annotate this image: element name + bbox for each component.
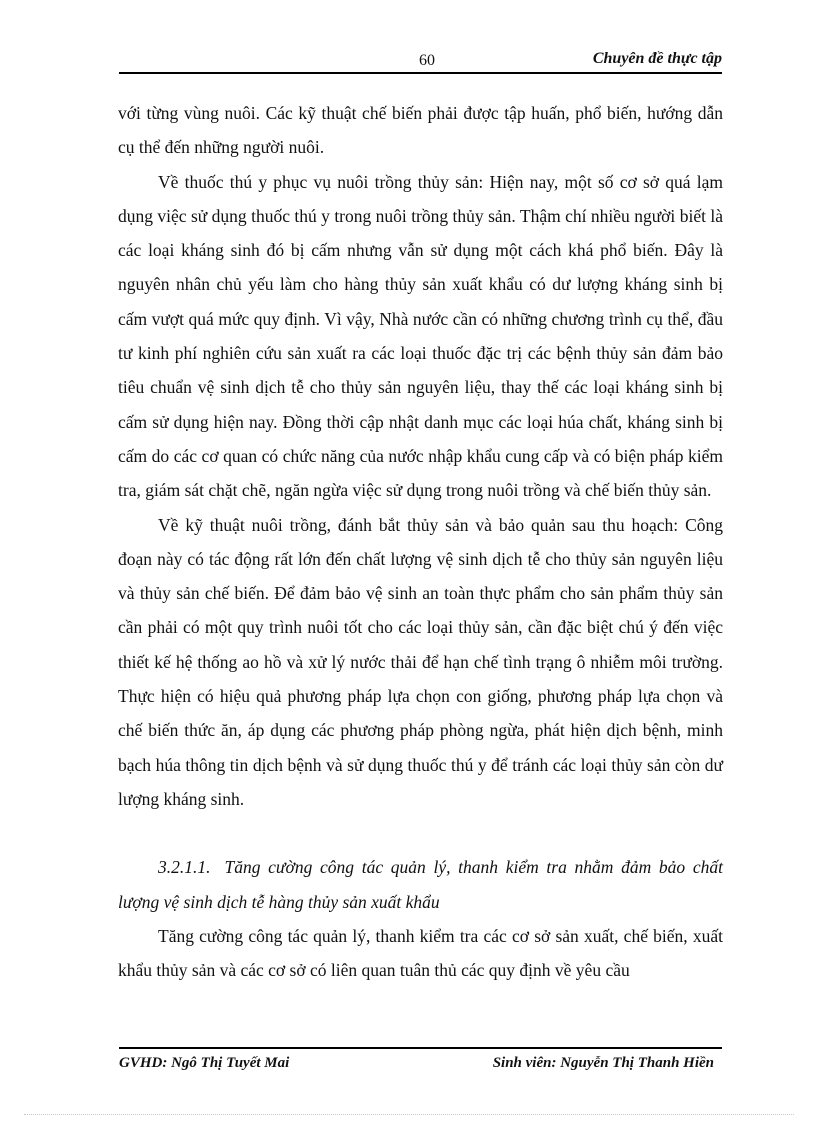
section-title: Tăng cường công tác quản lý, thanh kiểm tra nhằm đảm bảo chất lượng vệ sinh dịch tễ hàng thủy sản xuất khẩu (118, 857, 723, 912)
page-footer (119, 1047, 722, 1079)
page-bottom-border (24, 1114, 794, 1115)
footer-supervisor: GVHD: Ngô Thị Tuyết Mai (119, 1055, 290, 1071)
section-number: 3.2.1.1. (158, 857, 211, 878)
paragraph-continued: với từng vùng nuôi. Các kỹ thuật chế biến phải được tập huấn, phổ biến, hướng dẫn cụ thể đến những người nuôi. (118, 103, 723, 158)
body-text (118, 96, 723, 987)
paragraph-farming-techniques: Về kỹ thuật nuôi trồng, đánh bắt thủy sản và bảo quản sau thu hoạch: Công đoạn này có tác động rất lớn đến chất lượng vệ sinh dịch tễ cho thủy sản nguyên liệu và thủy sản chế biến. Để đảm bảo vệ sinh an toàn thực phẩm cho sản phẩm thủy sản cần phải có một quy trình nuôi tốt cho các loại thủy sản, cần đặc biệt chú ý đến việc thiết kế hệ thống ao hồ và xử lý nước thải để hạn chế tình trạng ô nhiễm môi trường. Thực hiện có hiệu quả phương pháp lựa chọn con giống, phương pháp lựa chọn và chế biến thức ăn, áp dụng các phương pháp phòng ngừa, phát hiện dịch bệnh, minh bạch húa thông tin dịch bệnh và sử dụng thuốc thú y để tránh các loại thủy sản còn dư lượng kháng sinh. (118, 514, 723, 809)
header-title: Chuyên đề thực tập (592, 50, 722, 67)
footer-student: Sinh viên: Nguyễn Thị Thanh Hiền (492, 1055, 714, 1071)
paragraph-management: Tăng cường công tác quản lý, thanh kiểm tra các cơ sở sản xuất, chế biến, xuất khẩu thủy sản và các cơ sở có liên quan tuân thủ các quy định về yêu cầu (118, 925, 723, 981)
paragraph-veterinary-drugs: Về thuốc thú y phục vụ nuôi trồng thủy sản: Hiện nay, một số cơ sở quá lạm dụng việc sử dụng thuốc thú y trong nuôi trồng thủy sản. Thậm chí nhiều người biết là các loại kháng sinh đó bị cấm nhưng vẫn sử dụng một cách khá phổ biến. Đây là nguyên nhân chủ yếu làm cho hàng thủy sản xuất khẩu có dư lượng kháng sinh bị cấm vượt quá mức quy định. Vì vậy, Nhà nước cần có những chương trình cụ thể, đầu tư kinh phí nghiên cứu sản xuất ra các loại thuốc đặc trị các bệnh thủy sản đảm bảo tiêu chuẩn vệ sinh dịch tễ cho thủy sản nguyên liệu, thay thế các loại kháng sinh bị cấm sử dụng hiện nay. Đồng thời cập nhật danh mục các loại húa chất, kháng sinh bị cấm do các cơ quan có chức năng của nước nhập khẩu cung cấp và có biện pháp kiểm tra, giám sát chặt chẽ, ngăn ngừa việc sử dụng trong nuôi trồng và chế biến thủy sản. (118, 171, 723, 501)
page-number: 60 (419, 52, 435, 69)
page-header (119, 48, 722, 74)
section-heading (118, 850, 723, 919)
